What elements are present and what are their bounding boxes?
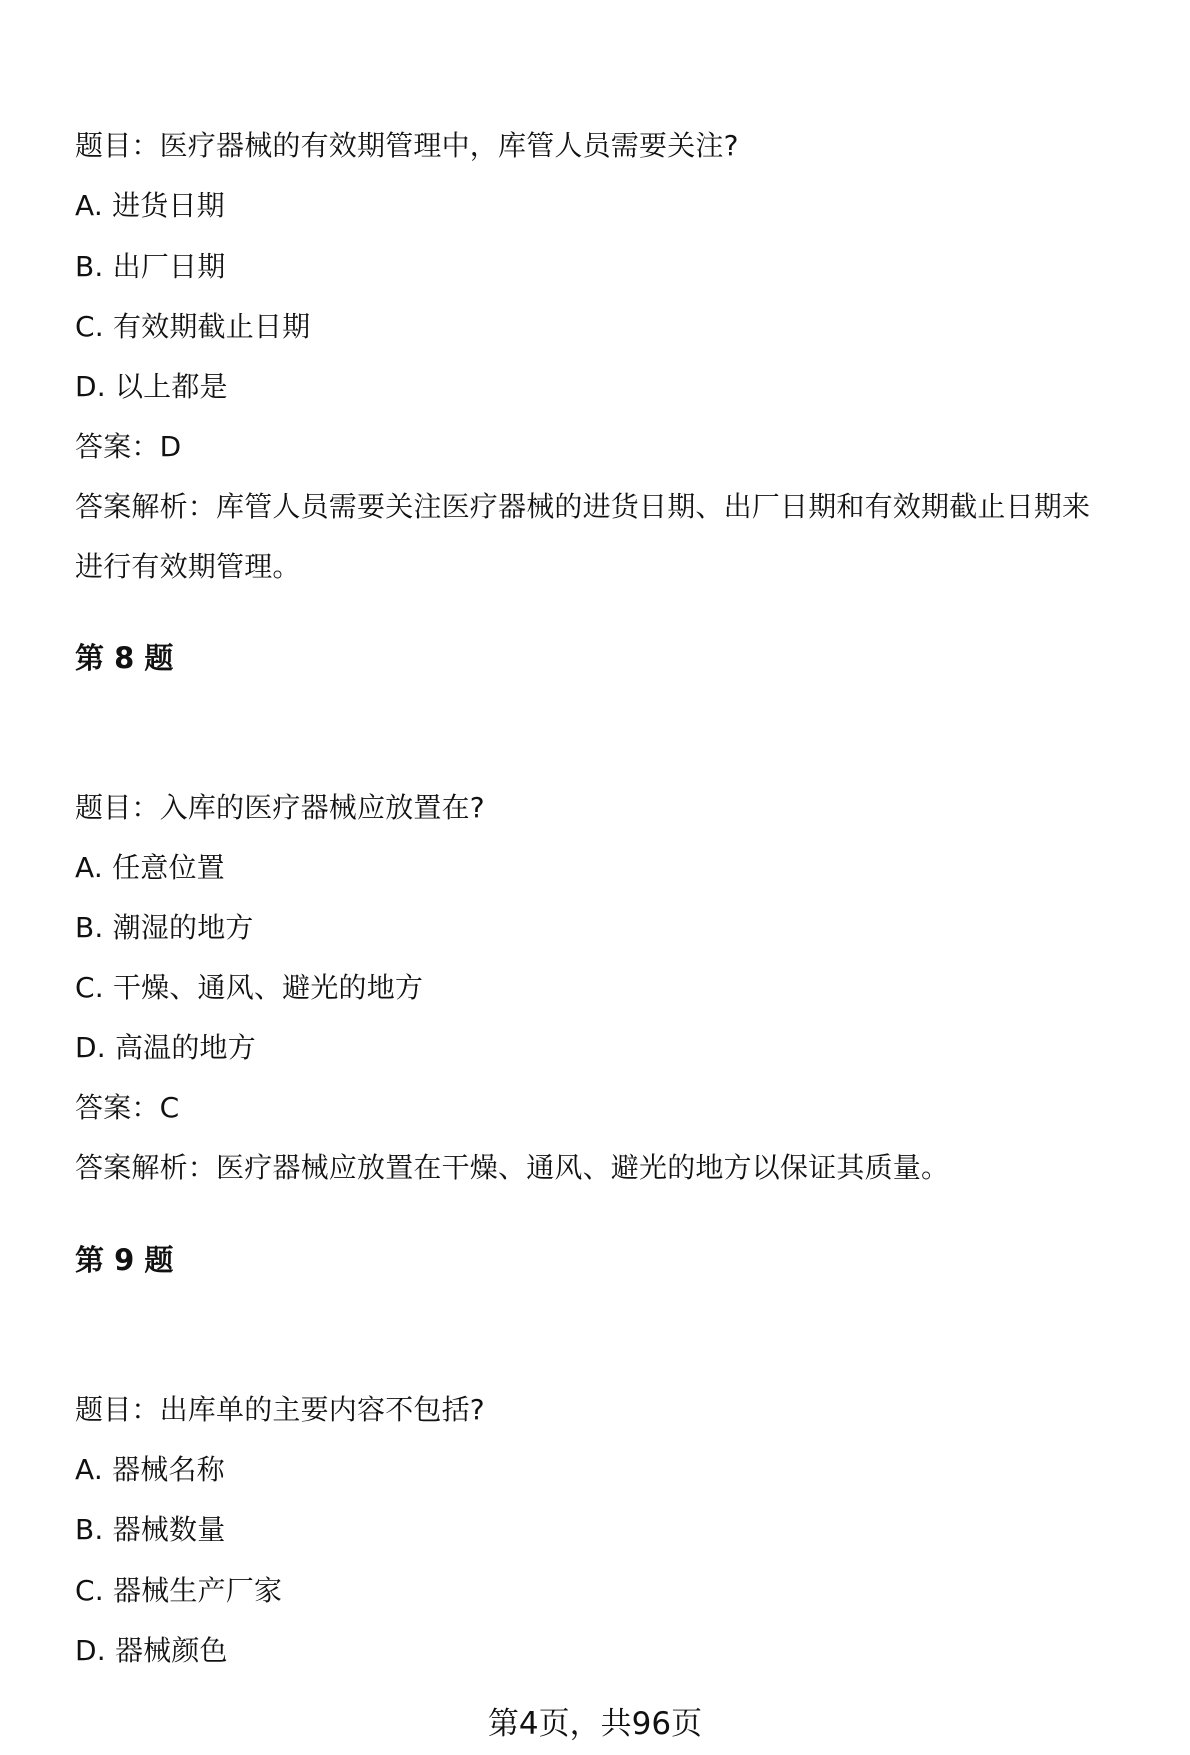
answer-text: 答案：C <box>75 1091 180 1124</box>
option-b: B. 潮湿的地方 <box>75 911 254 944</box>
question-text: 题目：医疗器械的有效期管理中，库管人员需要关注? <box>75 129 739 162</box>
explanation-text: 答案解析：医疗器械应放置在干燥、通风、避光的地方以保证其质量。 <box>75 1151 950 1184</box>
page-number: 第4页，共96页 <box>487 1706 703 1742</box>
option-c: C. 器械生产厂家 <box>75 1574 283 1607</box>
option-a: A. 任意位置 <box>75 851 225 884</box>
question-heading: 第 9 题 <box>75 1243 174 1277</box>
explanation-text-continued: 进行有效期管理。 <box>75 550 301 583</box>
answer-text: 答案：D <box>75 430 182 463</box>
option-b: B. 出厂日期 <box>75 250 226 283</box>
question-heading: 第 8 题 <box>75 641 174 675</box>
option-a: A. 进货日期 <box>75 189 225 222</box>
option-d: D. 高温的地方 <box>75 1031 256 1064</box>
option-a: A. 器械名称 <box>75 1453 225 1486</box>
option-d: D. 器械颜色 <box>75 1634 228 1667</box>
question-text: 题目：出库单的主要内容不包括? <box>75 1393 485 1426</box>
option-d: D. 以上都是 <box>75 370 228 403</box>
explanation-text: 答案解析：库管人员需要关注医疗器械的进货日期、出厂日期和有效期截止日期来 <box>75 490 1091 523</box>
option-c: C. 有效期截止日期 <box>75 310 311 343</box>
option-b: B. 器械数量 <box>75 1513 226 1546</box>
question-text: 题目：入库的医疗器械应放置在? <box>75 791 485 824</box>
option-c: C. 干燥、通风、避光的地方 <box>75 971 424 1004</box>
